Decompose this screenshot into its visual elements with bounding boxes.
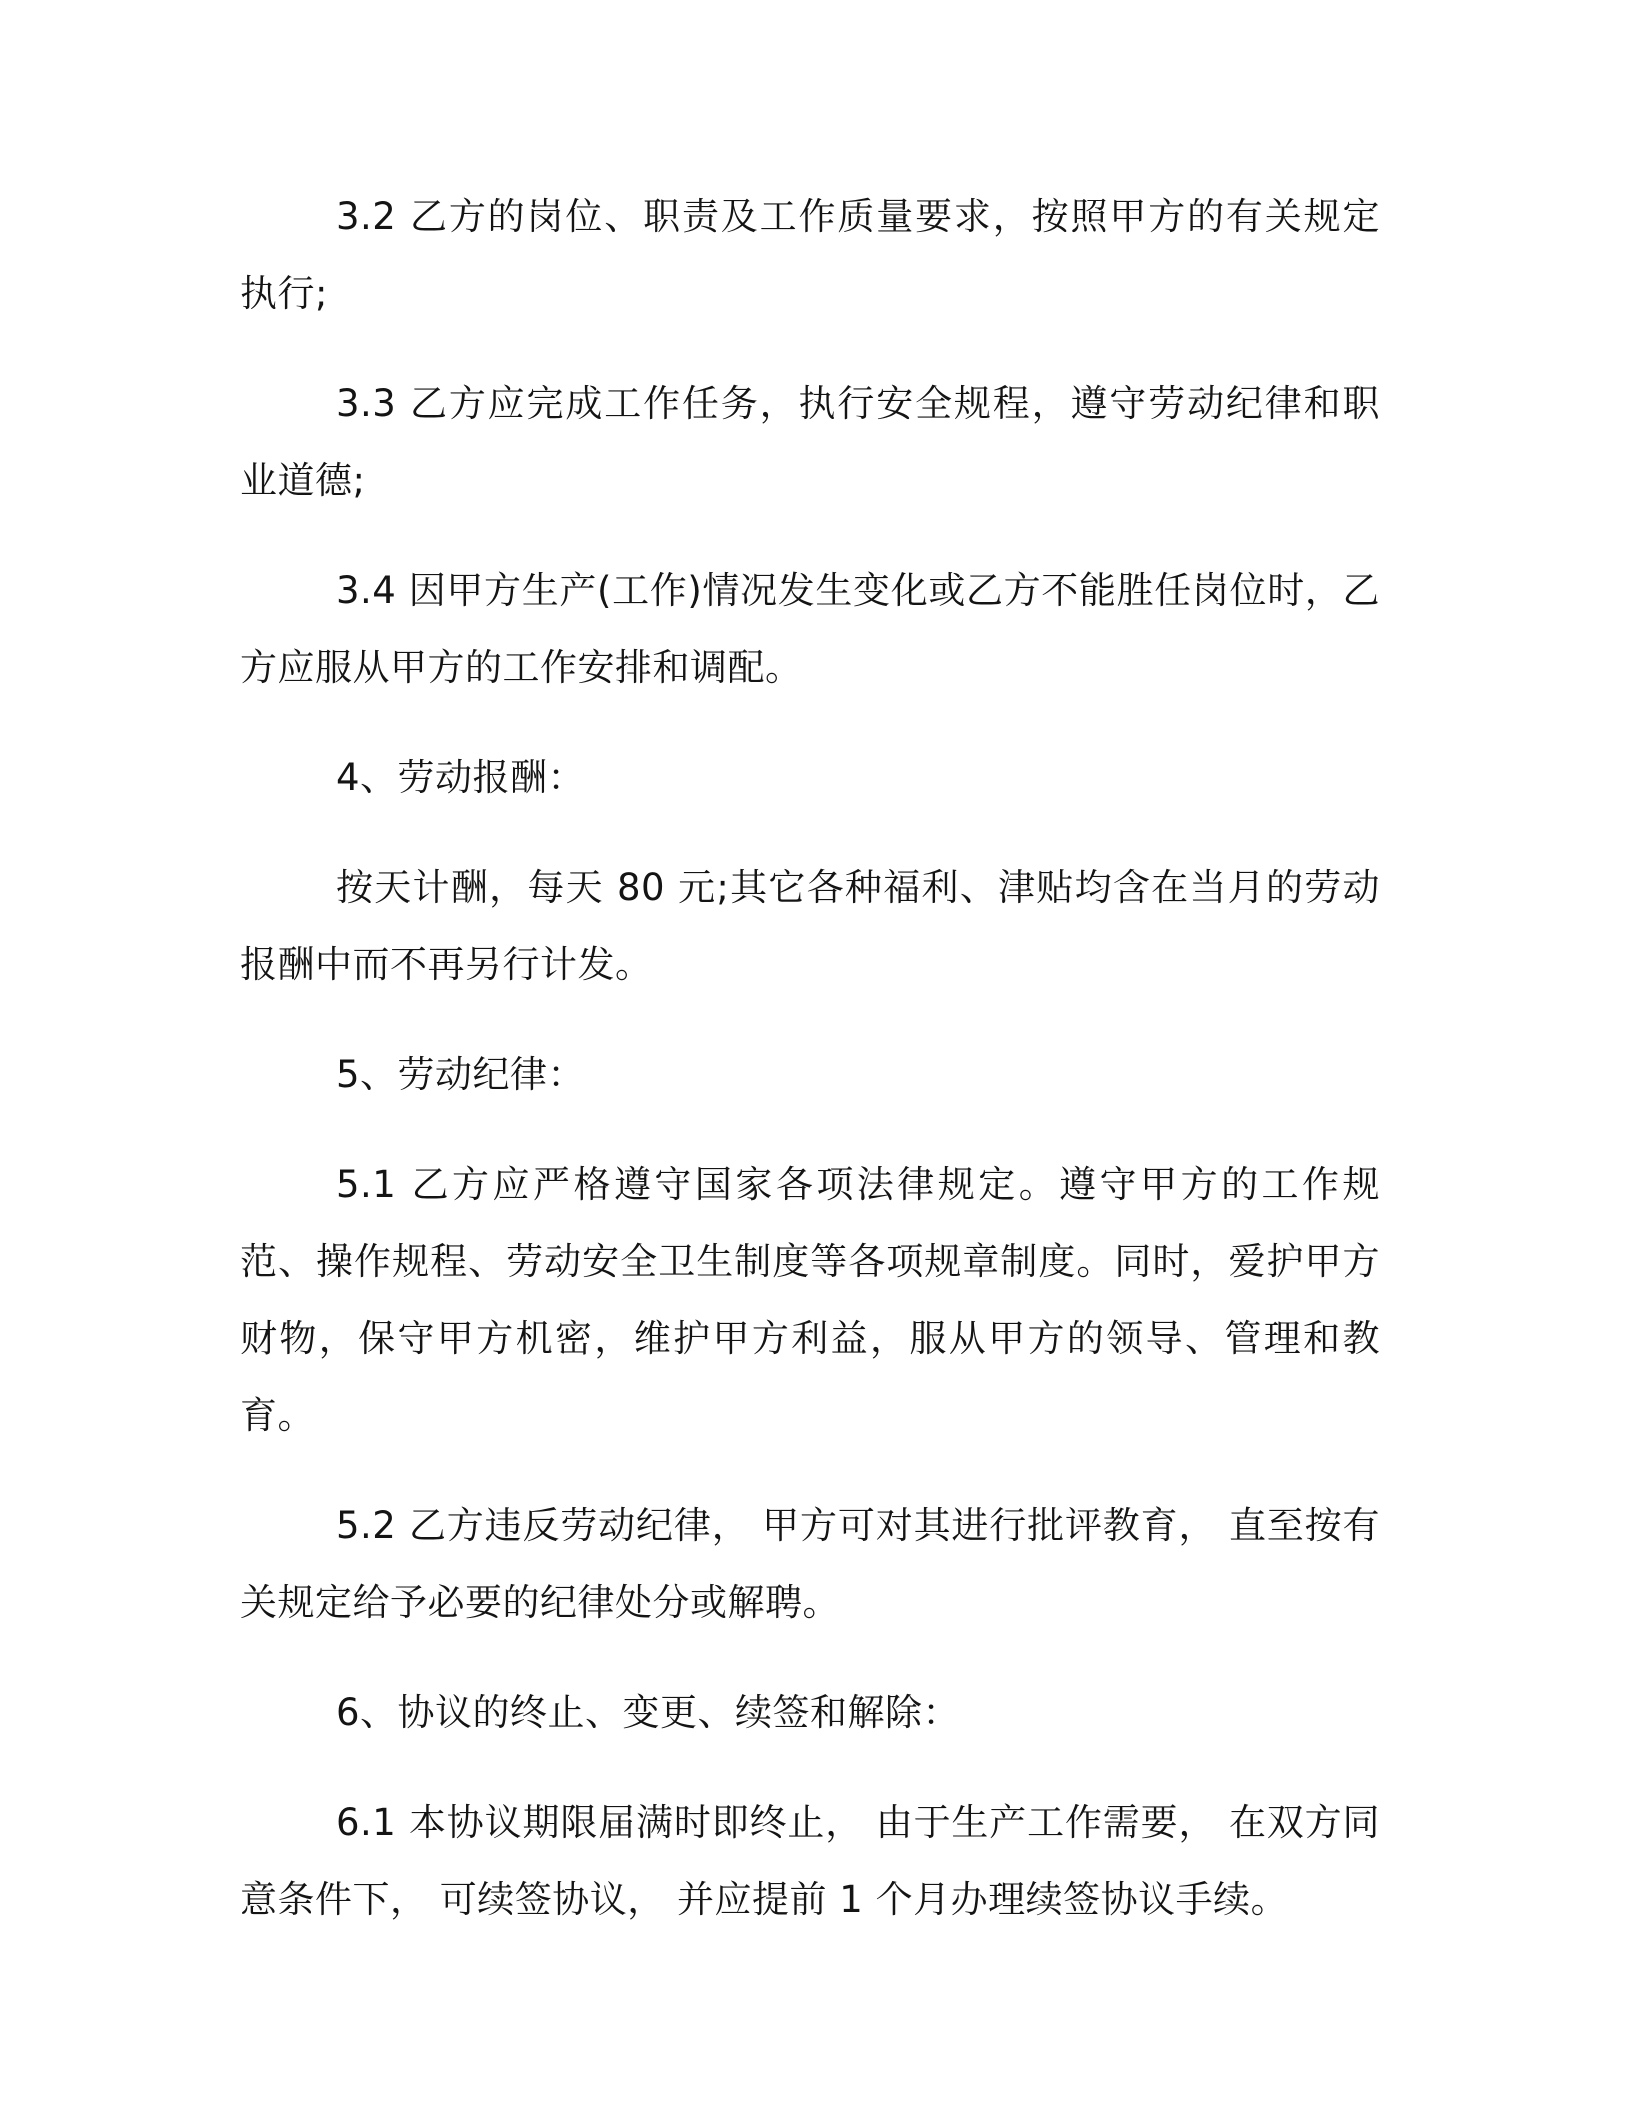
clause-3-4: 3.4 因甲方生产(工作)情况发生变化或乙方不能胜任岗位时，乙方应服从甲方的工作安排和调配。: [240, 569, 1380, 689]
section-5-heading: 5、劳动纪律：: [336, 1053, 586, 1096]
section-6-heading: 6、协议的终止、变更、续签和解除：: [336, 1691, 961, 1734]
clause-5-2: 5.2 乙方违反劳动纪律， 甲方可对其进行批评教育， 直至按有关规定给予必要的纪律处分或解聘。: [240, 1504, 1380, 1624]
clause-3-3: 3.3 乙方应完成工作任务，执行安全规程，遵守劳动纪律和职业道德;: [240, 382, 1380, 502]
clause-6-1: 6.1 本协议期限届满时即终止， 由于生产工作需要， 在双方同意条件下， 可续签协议， 并应提前 1 个月办理续签协议手续。: [240, 1801, 1380, 1921]
section-4-heading: 4、劳动报酬：: [336, 756, 586, 799]
clause-4-text: 按天计酬，每天 80 元;其它各种福利、津贴均含在当月的劳动报酬中而不再另行计发。: [240, 866, 1380, 986]
clause-3-2: 3.2 乙方的岗位、职责及工作质量要求，按照甲方的有关规定执行;: [240, 195, 1380, 315]
document-body: [240, 178, 1380, 1971]
clause-5-1: 5.1 乙方应严格遵守国家各项法律规定。遵守甲方的工作规范、操作规程、劳动安全卫生制度等各项规章制度。同时，爱护甲方财物，保守甲方机密，维护甲方利益，服从甲方的领导、管理和教育。: [240, 1163, 1380, 1437]
